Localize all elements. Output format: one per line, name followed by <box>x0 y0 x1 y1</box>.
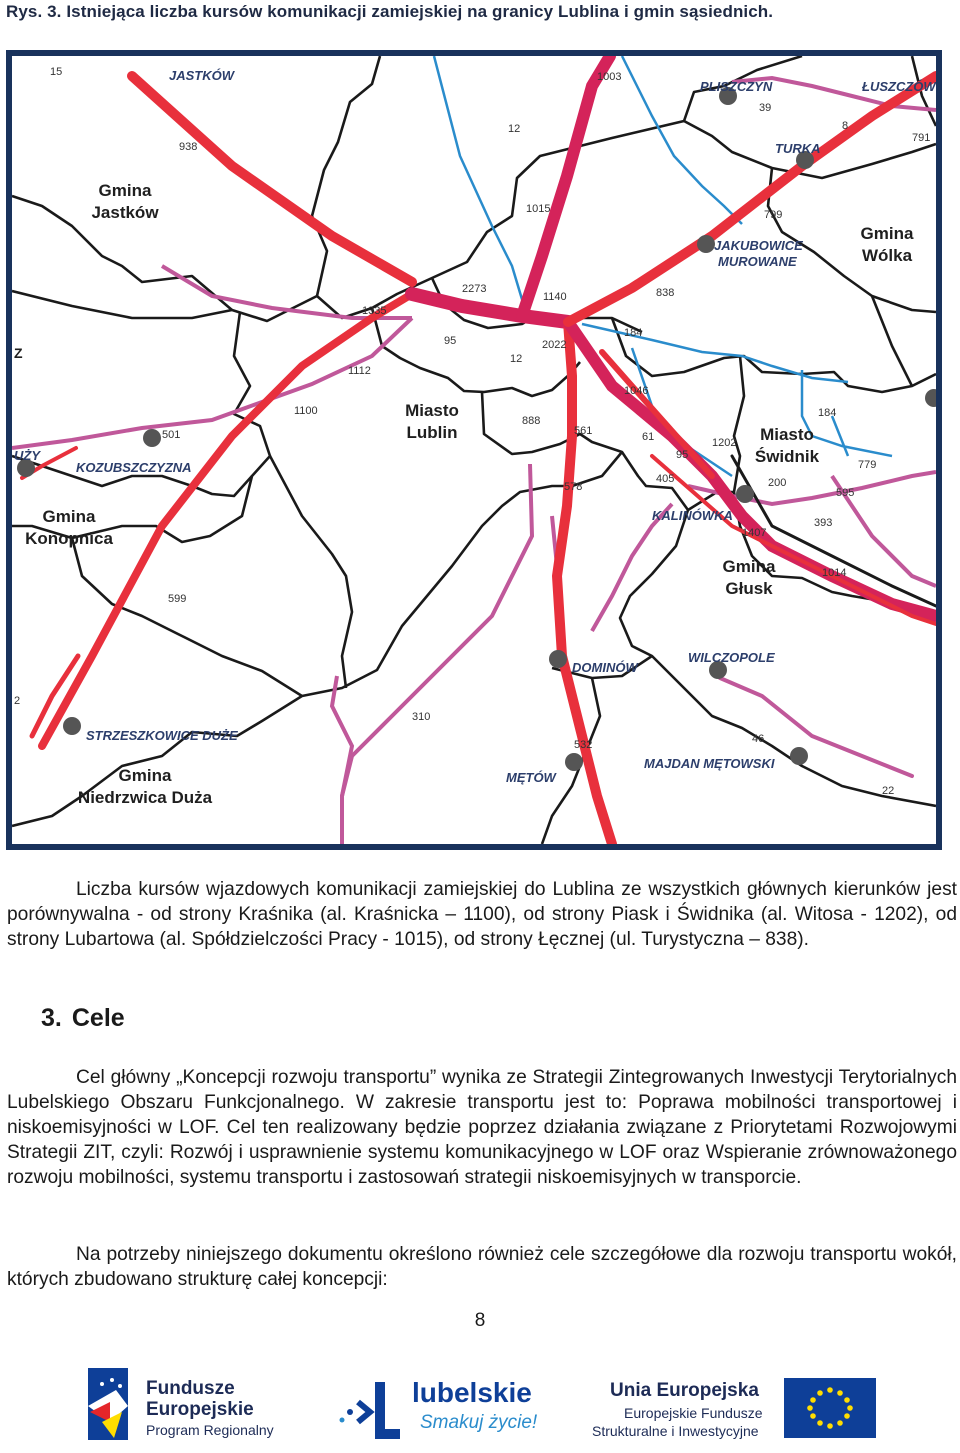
fundusze-europejskie-logo-icon <box>88 1368 128 1440</box>
fe-line3: Program Regionalny <box>146 1422 274 1438</box>
paragraph-3-text: Na potrzeby niniejszego dokumentu określono również cele szczegółowe dla rozwoju transportu wokół, których zbudowano strukturę całej koncepcji: <box>7 1244 957 1290</box>
count-label: 405 <box>656 473 675 485</box>
ue-line2: Europejskie Fundusze <box>624 1405 763 1421</box>
label-town-strzeszkowice: STRZESZKOWICE DUŻE <box>86 728 238 743</box>
count-label: 46 <box>752 733 765 745</box>
count-label: 1112 <box>348 365 371 377</box>
count-label: 95 <box>444 335 457 347</box>
label-miasto-lublin-1: Miasto <box>405 401 459 420</box>
count-label: 15 <box>50 66 63 78</box>
footer-logo-strip <box>80 1362 880 1444</box>
count-label: 1407 <box>742 527 767 539</box>
count-label: 95 <box>676 449 689 461</box>
label-town-kozubszczyzna: KOZUBSZCZYZNA <box>76 460 192 475</box>
section-number: 3. <box>41 1004 62 1032</box>
label-gmina-konopnica-1: Gmina <box>42 507 96 526</box>
count-label: 22 <box>882 785 895 797</box>
label-town-pliszczyn: PLISZCZYN <box>700 79 773 94</box>
count-label: 1015 <box>526 203 551 215</box>
label-town-jastkow: JASTKÓW <box>169 68 234 83</box>
lubelskie-tagline: Smakuj życie! <box>420 1412 538 1433</box>
label-town-dominow: DOMINÓW <box>572 660 638 675</box>
count-label: 1140 <box>543 291 567 303</box>
label-town-wilczopole: WILCZOPOLE <box>688 650 775 665</box>
ue-line3: Strukturalne i Inwestycyjne <box>592 1423 759 1439</box>
section-heading <box>41 1004 135 1033</box>
count-label: 12 <box>508 123 521 135</box>
count-label: 61 <box>642 431 655 443</box>
count-label: 393 <box>814 517 833 529</box>
label-gmina-jastkow-1: Gmina <box>98 181 152 200</box>
lubelskie-logo-icon <box>340 1382 401 1434</box>
label-gmina-wolka-1: Gmina <box>860 224 914 243</box>
footer-logos <box>80 1362 880 1444</box>
label-gmina-niedrzwica-2: Niedrzwica Duża <box>77 788 213 807</box>
paragraph-2-text: Cel główny „Koncepcji rozwoju transportu” wynika ze Strategii Zintegrowanych Inwestycji Terytorialnych Lubelskiego Obszaru Funkcjonalnego. W zakresie transportu jest to: Poprawa mobilności transportowej i niskoemisyjności w LOF. Cel ten realizowany będzie poprzez działania związane z Priorytetami Rozwojowymi Strategii ZIT, czyli: Rozwój i usprawnienie systemu komunikacyjnego w LOF oraz Wspieranie zrównoważonego rozwoju mobilności, systemu transportu i zastosowań strategii niskoemisyjnych w transporcie. <box>7 1067 957 1188</box>
label-gmina-wolka-2: Wólka <box>861 246 913 265</box>
fe-line2: Europejskie <box>146 1399 254 1420</box>
fe-line1: Fundusze <box>146 1378 235 1399</box>
count-label: 779 <box>858 459 877 471</box>
count-label: 1335 <box>362 305 387 317</box>
count-label: 938 <box>179 141 198 153</box>
count-label: 2273 <box>462 283 487 295</box>
count-label: 184 <box>818 407 837 419</box>
section-title: Cele <box>71 1004 125 1032</box>
count-label: 599 <box>168 593 187 605</box>
count-label: 561 <box>574 425 593 437</box>
label-miasto-lublin-2: Lublin <box>406 423 458 442</box>
label-town-kalinowka: KALINÓWKA <box>652 508 733 523</box>
count-label: 578 <box>564 481 583 493</box>
count-label: 12 <box>510 353 523 365</box>
count-label: 1014 <box>822 567 847 579</box>
count-label: 39 <box>759 102 772 114</box>
count-label: 200 <box>768 477 787 489</box>
count-label: 2022 <box>542 339 567 351</box>
label-miasto-swidnik-1: Miasto <box>760 425 814 444</box>
label-gmina-jastkow-2: Jastków <box>91 203 159 222</box>
ue-line1: Unia Europejska <box>610 1380 759 1401</box>
figure-caption: Rys. 3. Istniejąca liczba kursów komunikacji zamiejskiej na granicy Lublina i gmin sąsiednich. <box>6 2 774 21</box>
count-label: 1100 <box>294 405 318 417</box>
page-number: 8 <box>474 1310 486 1331</box>
label-gmina-glusk-1: Gmina <box>722 557 776 576</box>
count-label: 184 <box>624 327 643 339</box>
paragraph-2 <box>7 1065 957 1190</box>
label-gmina-glusk-2: Głusk <box>725 579 773 598</box>
map-svg <box>12 56 936 844</box>
count-label: 501 <box>162 429 181 441</box>
count-label: 1046 <box>624 385 649 397</box>
lubelskie-wordmark: lubelskie <box>412 1377 532 1408</box>
label-miasto-swidnik-2: Świdnik <box>754 447 820 466</box>
count-label: 2 <box>14 695 21 707</box>
paragraph-1 <box>7 877 957 952</box>
paragraph-1-text: Liczba kursów wjazdowych komunikacji zamiejskiej do Lublina ze wszystkich głównych kierunków jest porównywalna - od strony Kraśnika (al. Kraśnicka – 1100), od strony Piask i Świdnika (al. Witosa - 1202), od strony Lubartowa (al. Spółdzielczości Pracy - 1015), od strony Łęcznej (ul. Turystyczna – 838). <box>7 879 957 950</box>
label-town-jakubowice-2: MUROWANE <box>718 254 797 269</box>
label-town-turka: TURKA <box>775 141 821 156</box>
label-town-uzy: UŻY <box>14 448 40 463</box>
count-label: 532 <box>574 739 593 751</box>
label-town-majdan: MAJDAN MĘTOWSKI <box>644 756 775 771</box>
count-label: 8 <box>842 120 849 132</box>
paragraph-3 <box>7 1242 957 1292</box>
gmina-labels <box>14 181 914 807</box>
count-label: 310 <box>412 711 431 723</box>
eu-flag-icon <box>784 1378 876 1438</box>
count-label: 791 <box>912 132 931 144</box>
label-town-jakubowice-1: JAKUBOWICE <box>714 238 803 253</box>
count-label: 595 <box>836 487 855 499</box>
count-label: 799 <box>764 209 783 221</box>
transport-map <box>6 50 942 850</box>
count-label: 1202 <box>712 437 737 449</box>
label-gmina-konopnica-2: Konopnica <box>25 529 113 548</box>
label-gmina-niedrzwica-1: Gmina <box>118 766 172 785</box>
label-edge-z: Z <box>14 345 23 361</box>
count-label: 888 <box>522 415 541 427</box>
count-label: 1003 <box>597 71 622 83</box>
count-label: 838 <box>656 287 675 299</box>
label-town-luszczow: ŁUSZCZÓW <box>862 79 936 94</box>
label-town-metow: MĘTÓW <box>506 770 556 785</box>
